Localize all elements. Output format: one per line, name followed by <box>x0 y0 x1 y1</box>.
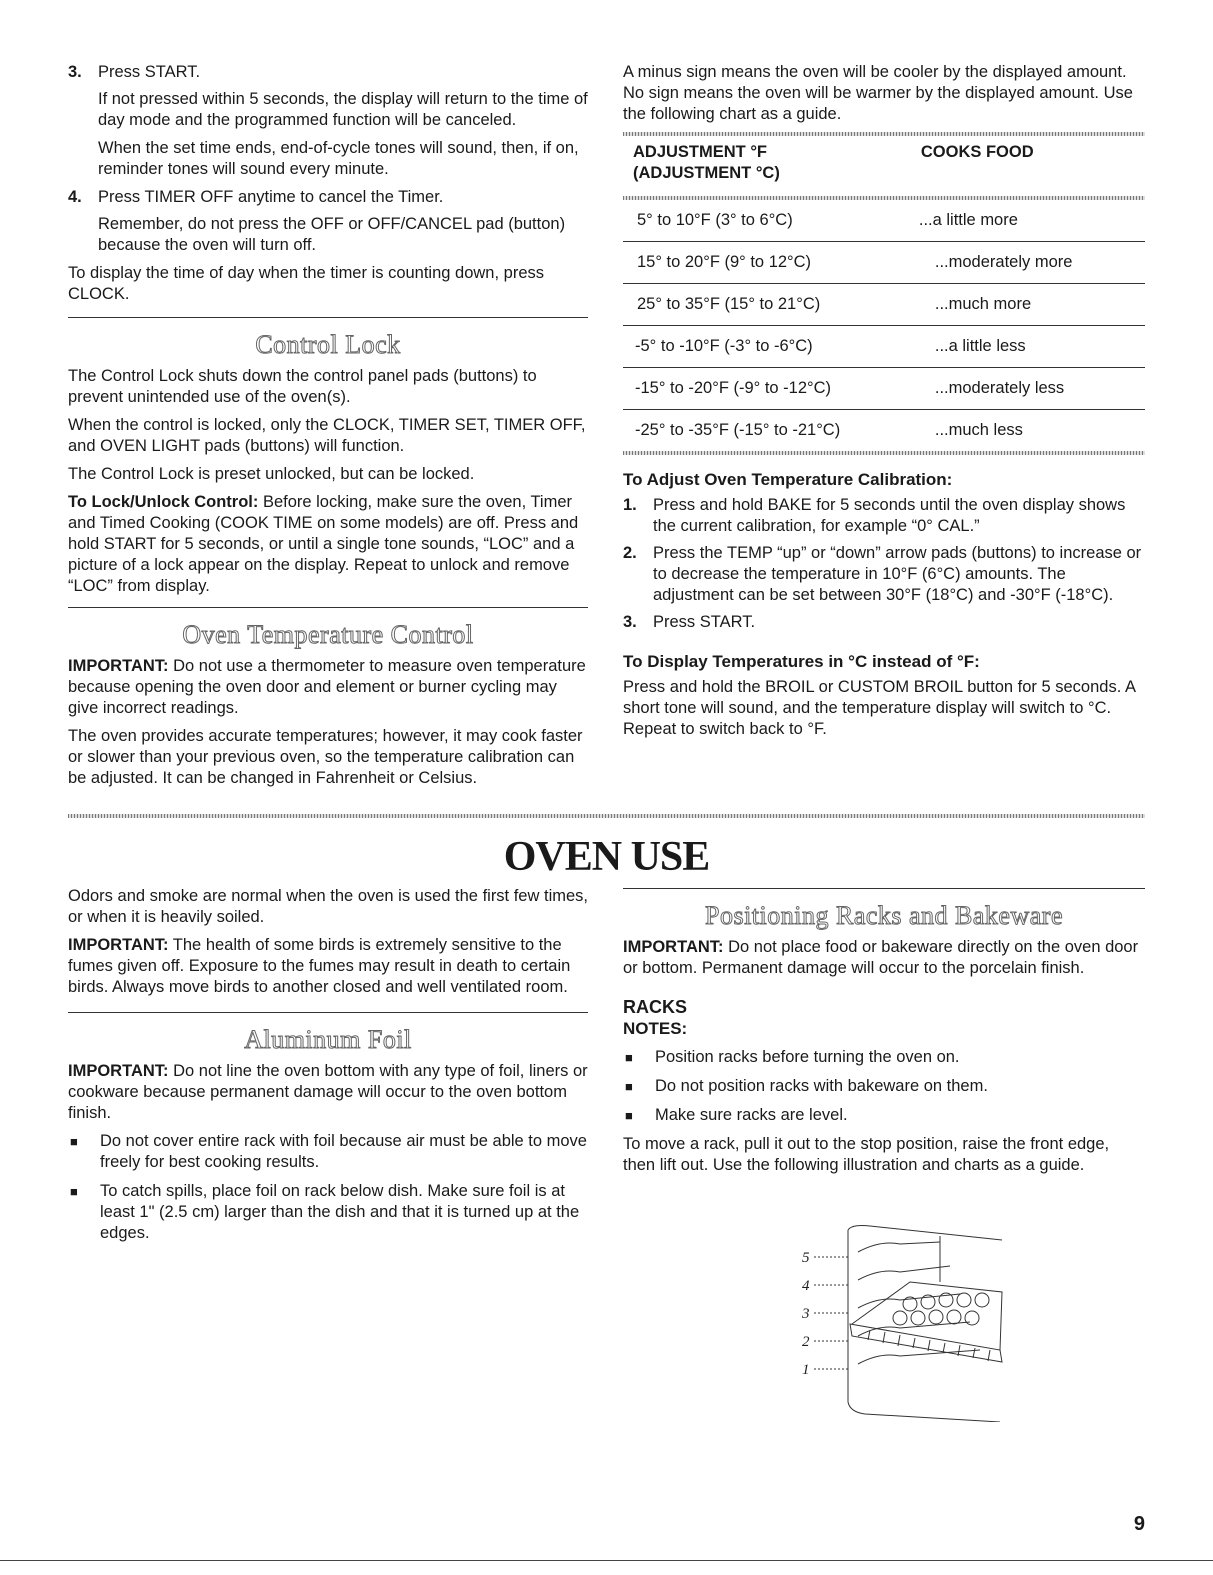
adj-cell: -15° to -20°F (-9° to -12°C) <box>623 368 905 410</box>
bakeware-circle <box>893 1311 907 1325</box>
left-column-top <box>68 62 588 796</box>
control-lock-p3: The Control Lock is preset unlocked, but can be locked. <box>68 465 475 483</box>
rack-guide <box>858 1266 950 1280</box>
step-4-detail: Remember, do not press the OFF or OFF/CANCEL pad (button) because the oven will turn off. <box>98 215 566 254</box>
right-column-top <box>623 62 1145 747</box>
table-row <box>623 242 1145 284</box>
oven-temp-important <box>68 656 588 719</box>
col-adjustment-c: (ADJUSTMENT °C) <box>633 164 780 182</box>
racks-note <box>623 1105 1145 1126</box>
important-text: Do not place food or bakeware directly on the oven door or bottom. Permanent damage will occur to the porcelain finish. <box>623 938 1139 977</box>
table-row <box>623 326 1145 368</box>
foil-important <box>68 1061 588 1124</box>
step-text: Press the TEMP “up” or “down” arrow pads (buttons) to increase or to decrease the temperature in 10°F (6°C) amounts. The adjustment can be set between 30°F (18°C) and -30°F (-18°C). <box>653 544 1142 604</box>
foil-bullet <box>68 1181 588 1244</box>
cooks-cell: ...moderately more <box>905 242 1145 284</box>
page-number: 9 <box>1133 1513 1145 1535</box>
bullet-text: Do not position racks with bakeware on them. <box>655 1077 988 1095</box>
cooks-cell: ...a little less <box>905 326 1145 368</box>
rack-position-label: 1 <box>802 1362 810 1378</box>
bakeware-circle <box>947 1310 961 1324</box>
positioning-racks-title: Positioning Racks and Bakeware <box>705 901 1063 930</box>
table-header-row <box>623 136 1145 196</box>
rack-position-label: 5 <box>802 1250 810 1266</box>
move-rack-text: To move a rack, pull it out to the stop position, raise the front edge, then lift out. Use the following illustration and charts as a guide. <box>623 1135 1110 1174</box>
col-cooks-food-header: COOKS FOOD <box>920 143 1034 161</box>
step-number: 3. <box>623 613 637 631</box>
racks-note <box>623 1076 1145 1097</box>
table-row <box>623 410 1145 452</box>
rack-guide <box>858 1294 960 1308</box>
racks-important <box>623 937 1145 979</box>
important-label: IMPORTANT: <box>68 1062 169 1080</box>
step-label: Press START. <box>98 63 201 81</box>
timer-step-3 <box>68 62 588 83</box>
step-text: Press START. <box>653 613 756 631</box>
section-divider <box>68 1012 588 1013</box>
control-lock-p4 <box>68 492 588 597</box>
step-3-detail-2: When the set time ends, end-of-cycle tones will sound, then, if on, reminder tones will sound every minute. <box>98 139 579 178</box>
section-divider <box>68 317 588 318</box>
section-divider <box>68 607 588 608</box>
bullet-text: Make sure racks are level. <box>655 1106 848 1124</box>
bullet-text: Position racks before turning the oven on. <box>655 1048 960 1066</box>
cooks-cell: ...much more <box>905 284 1145 326</box>
cooks-cell: ...a little more <box>905 200 1145 242</box>
bakeware-circle <box>975 1293 989 1307</box>
important-text: Do not line the oven bottom with any type of foil, liners or cookware because permanent damage will occur to the oven bottom finish. <box>68 1062 588 1122</box>
calibration-intro: A minus sign means the oven will be cooler by the displayed amount. No sign means the oven will be warmer by the displayed amount. Use the following chart as a guide. <box>623 63 1133 123</box>
control-lock-p1: The Control Lock shuts down the control panel pads (buttons) to prevent unintended use of the oven(s). <box>68 367 537 406</box>
right-column-bottom <box>623 888 1145 1183</box>
rack-guide <box>858 1242 940 1252</box>
adj-cell: 15° to 20°F (9° to 12°C) <box>623 242 905 284</box>
cooks-cell: ...moderately less <box>905 368 1145 410</box>
important-text: Do not use a thermometer to measure oven temperature because opening the oven door and element or burner cycling may give incorrect readings. <box>68 657 586 717</box>
step-number: 3. <box>68 63 82 81</box>
bullet-text: To catch spills, place foil on rack below dish. Make sure foil is at least 1" (2.5 cm) larger than the dish and that it is turned up at the edges. <box>100 1182 580 1242</box>
control-lock-p2: When the control is locked, only the CLOCK, TIMER SET, TIMER OFF, and OVEN LIGHT pads (buttons) will function. <box>68 416 586 455</box>
racks-heading: RACKS <box>623 997 688 1017</box>
rack-position-label: 3 <box>802 1306 810 1322</box>
bakeware-circle <box>957 1293 971 1307</box>
timer-step-4 <box>68 187 588 208</box>
oven-temp-title: Oven Temperature Control <box>182 620 474 649</box>
bullet-square: ■ <box>625 1050 633 1065</box>
bakeware-circle <box>929 1310 943 1324</box>
footer-rule <box>0 1560 1213 1561</box>
lock-unlock-label: To Lock/Unlock Control: <box>68 493 259 511</box>
racks-note <box>623 1047 1145 1068</box>
oven-use-important <box>68 935 588 998</box>
step-label: Press TIMER OFF anytime to cancel the Timer. <box>98 188 444 206</box>
adj-cell: -25° to -35°F (-15° to -21°C) <box>635 421 841 439</box>
left-column-bottom <box>68 886 588 1252</box>
calibration-heading: To Adjust Oven Temperature Calibration: <box>623 470 953 489</box>
calibration-step <box>623 543 1145 606</box>
step-number: 4. <box>68 188 82 206</box>
lock-unlock-text: Before locking, make sure the oven, Timer and Timed Cooking (COOK TIME on some models) are off. Press and hold START for 5 seconds, or until a single tone sounds, “LOC” and a picture of a lock appear on the display. Repeat to unlock and remove “LOC” from display. <box>68 493 579 595</box>
step-number: 2. <box>623 544 637 562</box>
step-text: Press and hold BAKE for 5 seconds until the oven display shows the current calibration, for example “0° CAL.” <box>653 496 1126 535</box>
important-label: IMPORTANT: <box>68 657 169 675</box>
control-lock-title: Control Lock <box>255 330 401 359</box>
col-adjustment-f: ADJUSTMENT °F <box>633 143 768 161</box>
calibration-table <box>623 136 1145 451</box>
rack-position-label: 2 <box>802 1334 810 1350</box>
oven-temp-p2: The oven provides accurate temperatures; however, it may cook faster or slower than your previous oven, so the temperature calibration can be adjusted. It can be changed in Fahrenheit or Celsius. <box>68 727 583 787</box>
rack-position-label: 4 <box>802 1278 810 1294</box>
bullet-square: ■ <box>70 1134 78 1149</box>
rack-guide <box>858 1350 980 1364</box>
calibration-step <box>623 495 1145 537</box>
oven-use-title: OVEN USE <box>503 834 710 880</box>
adj-cell: 25° to 35°F (15° to 21°C) <box>623 284 905 326</box>
important-label: IMPORTANT: <box>68 936 169 954</box>
foil-bullet <box>68 1131 588 1173</box>
display-temps-heading: To Display Temperatures in °C instead of °F: <box>623 652 980 671</box>
adj-cell: 5° to 10°F (3° to 6°C) <box>623 200 905 242</box>
bullet-square: ■ <box>625 1079 633 1094</box>
bullet-text: Do not cover entire rack with foil because air must be able to move freely for best cooking results. <box>100 1132 587 1171</box>
timer-note: To display the time of day when the timer is counting down, press CLOCK. <box>68 264 544 303</box>
important-text: The health of some birds is extremely sensitive to the fumes given off. Exposure to the fumes may result in death to certain birds. Always move birds to another closed and well ventilated room. <box>68 936 571 996</box>
rack-illustration <box>790 1222 1010 1422</box>
page-divider <box>68 814 1145 818</box>
oven-use-intro: Odors and smoke are normal when the oven is used the first few times, or when it is heavily soiled. <box>68 887 588 926</box>
bakeware-circle <box>911 1311 925 1325</box>
step-3-detail-1: If not pressed within 5 seconds, the display will return to the time of day mode and the programmed function will be canceled. <box>98 90 588 129</box>
cooks-cell: ...much less <box>934 421 1023 439</box>
oven-top <box>848 1226 1002 1241</box>
table-bottom-rule <box>623 451 1145 455</box>
bullet-square: ■ <box>625 1108 633 1123</box>
calibration-step <box>623 612 1145 633</box>
section-divider <box>623 888 1145 889</box>
bakeware-circle <box>965 1311 979 1325</box>
table-row <box>623 368 1145 410</box>
notes-heading: NOTES: <box>623 1019 688 1038</box>
bullet-square: ■ <box>70 1184 78 1199</box>
important-label: IMPORTANT: <box>623 938 724 956</box>
aluminum-foil-title: Aluminum Foil <box>244 1025 412 1054</box>
step-number: 1. <box>623 496 637 514</box>
table-row <box>623 200 1145 242</box>
table-row <box>623 284 1145 326</box>
col-adjustment-header <box>623 136 905 196</box>
adj-cell: -5° to -10°F (-3° to -6°C) <box>623 326 905 368</box>
display-temps-text: Press and hold the BROIL or CUSTOM BROIL button for 5 seconds. A short tone will sound, and the temperature display will switch to °C. Repeat to switch back to °F. <box>623 678 1136 738</box>
